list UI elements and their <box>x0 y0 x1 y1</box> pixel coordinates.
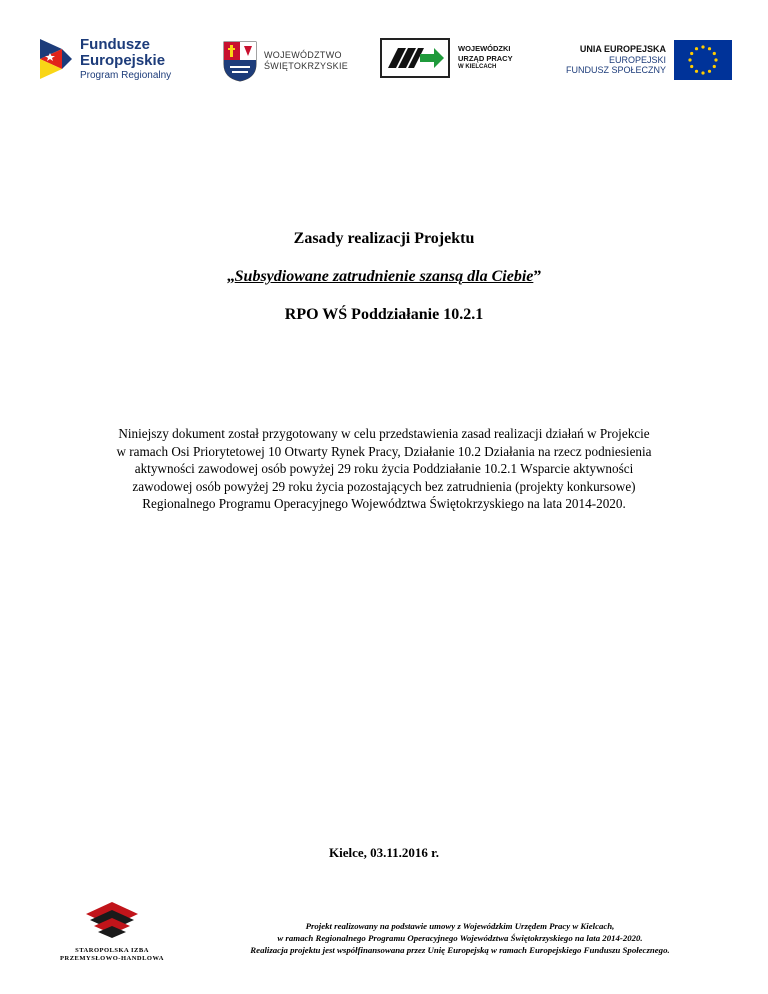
fundusze-line2: Europejskie <box>80 51 166 69</box>
ue-line3: FUNDUSZ SPOŁECZNY <box>566 65 667 76</box>
program-name: RPO WŚ Poddziałanie 10.2.1 <box>284 306 484 323</box>
wup-line1: WOJEWÓDZKI <box>458 44 511 54</box>
place-and-date: Kielce, 03.11.2016 r. <box>328 845 439 860</box>
footer-note-line: w ramach Regionalnego Programu Operacyjnego Województwa Świętokrzyskiego na lata 2014-2020. <box>277 933 643 943</box>
eu-flag-icon <box>674 40 732 80</box>
arrow-icon <box>384 42 446 74</box>
logo-bar <box>0 30 768 100</box>
fundusze-europejskie-logo <box>40 35 171 83</box>
wup-logo <box>380 38 513 78</box>
description-line: w ramach Osi Priorytetowej 10 Otwarty Rynek Pracy, Działanie 10.2 Działania na rzecz podniesienia <box>116 443 652 459</box>
ue-line2: EUROPEJSKI <box>609 54 667 65</box>
description-line: aktywności zawodowej osób powyżej 29 roku życia Poddziałanie 10.2.1 Wsparcie aktywności <box>134 461 634 476</box>
footer-note-line: Realizacja projektu jest współfinansowana przez Unię Europejską w ramach Europejskiego Funduszu Społecznego. <box>250 945 670 955</box>
ue-line1: UNIA EUROPEJSKA <box>579 43 667 54</box>
wup-arrow-box <box>380 38 450 78</box>
document-title: Zasady realizacji Projektu <box>293 230 475 247</box>
description-line: Niniejszy dokument został przygotowany w celu przedstawienia zasad realizacji działań w Projekcie <box>118 426 650 441</box>
unia-europejska-logo <box>566 40 732 80</box>
description-line: zawodowej osób powyżej 29 roku życia pozostających bez zatrudnienia (projekty konkursowe) <box>132 478 636 494</box>
description-line: Regionalnego Programu Operacyjnego Województwa Świętokrzyskiego na lata 2014-2020. <box>142 496 626 511</box>
footer-note-line: Projekt realizowany na podstawie umowy z Wojewódzkim Urzędem Pracy w Kielcach, <box>305 921 615 931</box>
chamber-logo <box>52 900 172 964</box>
chamber-line2: PRZEMYSŁOWO-HANDLOWA <box>60 955 164 963</box>
fundusze-line1: Fundusze <box>80 36 150 53</box>
fundusze-line3: Program Regionalny <box>80 69 172 81</box>
quote-open: „ <box>226 268 235 285</box>
wojewodztwo-line2: ŚWIĘTOKRZYSKIE <box>264 61 349 71</box>
fundusze-flag-icon <box>40 35 74 83</box>
project-name <box>0 268 768 286</box>
coat-of-arms-icon <box>222 40 258 82</box>
description-paragraph <box>90 425 678 513</box>
wup-line2: URZĄD PRACY <box>458 54 513 64</box>
title-block <box>0 230 768 324</box>
project-name-text: Subsydiowane zatrudnienie szansą dla Ciebie <box>234 268 534 285</box>
wojewodztwo-line1: WOJEWÓDZTWO <box>264 49 342 60</box>
wup-line3: W KIELCACH <box>458 63 497 70</box>
chamber-emblem-icon <box>84 900 140 940</box>
quote-close: ” <box>533 268 542 285</box>
chamber-line1: STAROPOLSKA IZBA <box>75 947 149 954</box>
footer-note <box>195 920 725 956</box>
wojewodztwo-logo <box>222 40 348 82</box>
